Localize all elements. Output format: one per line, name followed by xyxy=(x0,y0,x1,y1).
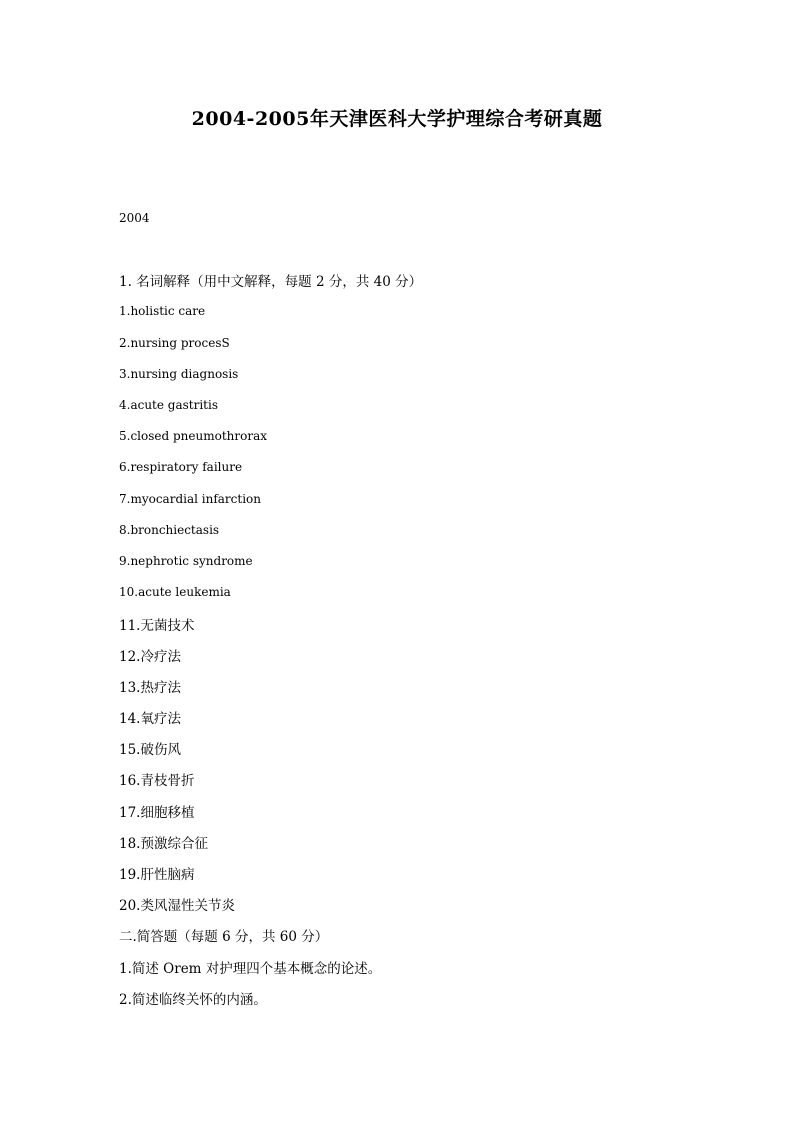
list-item: 13.热疗法 xyxy=(119,680,181,696)
list-item: 8.bronchiectasis xyxy=(119,523,220,537)
list-item: 9.nephrotic syndrome xyxy=(119,554,253,568)
list-item: 6.respiratory failure xyxy=(119,460,243,474)
list-item: 18.预激综合征 xyxy=(119,836,208,852)
list-item: 17.细胞移植 xyxy=(119,805,195,821)
list-item: 3.nursing diagnosis xyxy=(119,367,239,381)
list-item: 19.肝性脑病 xyxy=(119,867,195,883)
section-1-heading: 1. 名词解释（用中文解释，每题 2 分，共 40 分） xyxy=(119,274,423,290)
list-item: 11.无菌技术 xyxy=(119,618,195,634)
list-item: 16.青枝骨折 xyxy=(119,773,195,789)
list-item: 12.冷疗法 xyxy=(119,649,181,665)
list-item: 7.myocardial infarction xyxy=(119,492,262,506)
list-item: 4.acute gastritis xyxy=(119,398,218,412)
list-item: 20.类风湿性关节炎 xyxy=(119,898,235,914)
list-item: 2.简述临终关怀的内涵。 xyxy=(119,992,267,1008)
list-item: 15.破伤风 xyxy=(119,742,181,758)
page-title: 2004-2005年天津医科大学护理综合考研真题 xyxy=(191,108,603,130)
list-item: 5.closed pneumothrorax xyxy=(119,429,268,443)
list-item: 14.氧疗法 xyxy=(119,711,181,727)
list-item: 1.简述 Orem 对护理四个基本概念的论述。 xyxy=(119,961,382,977)
list-item: 1.holistic care xyxy=(119,304,206,318)
list-item: 2.nursing procesS xyxy=(119,336,230,350)
year-label: 2004 xyxy=(119,211,150,225)
list-item: 10.acute leukemia xyxy=(119,585,231,599)
section-2-heading: 二.简答题（每题 6 分，共 60 分） xyxy=(119,929,329,945)
